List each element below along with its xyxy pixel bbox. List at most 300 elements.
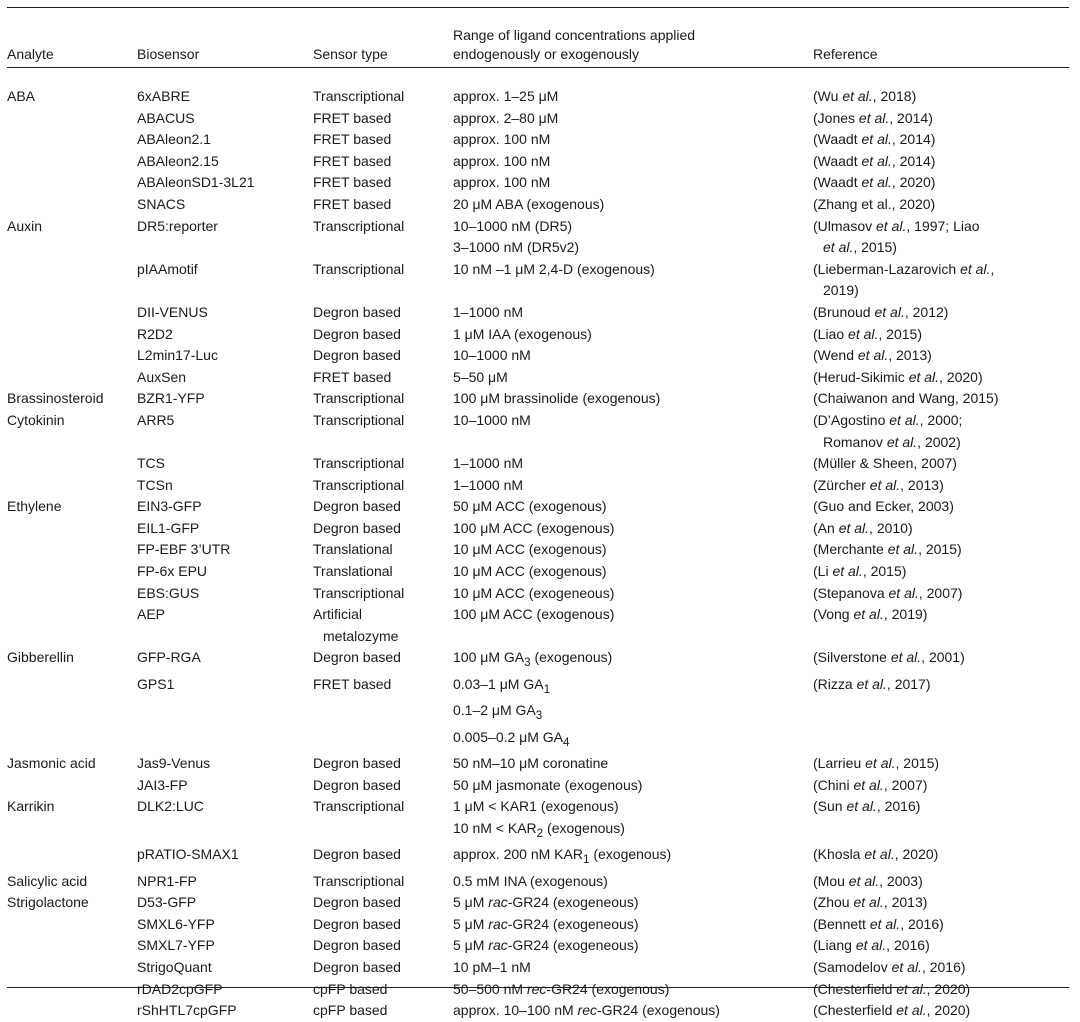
table-row xyxy=(7,935,1069,957)
table-row xyxy=(7,892,1069,914)
et-al: et al. xyxy=(838,519,870,536)
cell-sensor-type xyxy=(313,583,453,605)
sensor-type-line: Artificial xyxy=(313,606,363,623)
cell-analyte: Ethylene xyxy=(7,498,62,515)
cell-range xyxy=(453,388,813,410)
cell-reference xyxy=(813,561,1069,583)
reference-line: (Ulmasov et al., 1997; Liao xyxy=(813,217,980,234)
cell-sensor-type xyxy=(313,129,453,151)
sensor-type-line: FRET based xyxy=(313,109,392,126)
reference-line: (Sun et al., 2016) xyxy=(813,798,921,815)
cell-sensor-type xyxy=(313,496,453,518)
range-line: approx. 100 nM xyxy=(453,174,551,191)
sensor-type-line: Degron based xyxy=(313,347,401,364)
cell-range xyxy=(453,561,813,583)
reference-line: (Merchante et al., 2015) xyxy=(813,541,962,558)
cell-range xyxy=(453,979,813,1001)
cell-reference xyxy=(813,216,1069,259)
sensor-type-line: Transcriptional xyxy=(313,390,405,407)
table-row xyxy=(7,129,1069,151)
header-range-line1: Range of ligand concentrations applied xyxy=(453,27,696,43)
header-range xyxy=(453,0,813,72)
cell-reference xyxy=(813,604,1069,647)
cell-sensor-type xyxy=(313,86,453,108)
table-row xyxy=(7,914,1069,936)
et-al: et al. xyxy=(890,649,922,666)
cell-biosensor: 6xABRE xyxy=(137,88,190,104)
cell-sensor-type xyxy=(313,518,453,540)
cell-sensor-type xyxy=(313,453,453,475)
cell-range xyxy=(453,302,813,324)
subscript: 1 xyxy=(582,852,590,866)
cell-range xyxy=(453,775,813,797)
cell-sensor-type xyxy=(313,475,453,497)
cell-reference xyxy=(813,914,1069,936)
table-row xyxy=(7,302,1069,324)
reference-line: (Brunoud et al., 2012) xyxy=(813,303,949,320)
cell-analyte: Brassinosteroid xyxy=(7,390,104,407)
sensor-type-line: Transcriptional xyxy=(313,476,405,493)
cell-biosensor: BZR1-YFP xyxy=(137,390,205,407)
table-row xyxy=(7,172,1069,194)
et-al: et al. xyxy=(888,584,919,601)
sensor-type-line: Degron based xyxy=(313,937,401,954)
cell-sensor-type xyxy=(313,796,453,844)
et-al: et al. xyxy=(842,88,873,104)
cell-reference xyxy=(813,194,1069,216)
cell-reference xyxy=(813,86,1069,108)
range-line: 0.1–2 μM $GA_3$ xyxy=(453,702,543,723)
sensor-type-line: Transcriptional xyxy=(313,217,405,234)
table-header xyxy=(7,0,1069,86)
reference-line: (Khosla et al., 2020) xyxy=(813,846,939,863)
range-line: 50 μM ACC (exogenous) xyxy=(453,498,607,515)
range-line: approx. 100 nM xyxy=(453,131,551,148)
cell-reference xyxy=(813,345,1069,367)
cell-range xyxy=(453,324,813,346)
range-line: 5 μM rac-GR24 (exogeneous) xyxy=(453,894,639,911)
cell-range xyxy=(453,935,813,957)
range-line: 100 μM ACC (exogenous) xyxy=(453,519,615,536)
sensor-type-line: Degron based xyxy=(313,755,401,771)
sensor-type-line: Translational xyxy=(313,563,393,580)
cell-reference xyxy=(813,775,1069,797)
sensor-type-line: Degron based xyxy=(313,325,401,342)
range-line: 1–1000 nM xyxy=(453,303,524,320)
cell-range xyxy=(453,216,813,259)
cell-biosensor: SMXL6-YFP xyxy=(137,915,215,932)
cell-biosensor: ARR5 xyxy=(137,411,175,428)
cell-analyte xyxy=(7,129,137,151)
table-row xyxy=(7,453,1069,475)
reference-line: (D’Agostino et al., 2000; xyxy=(813,411,963,428)
table-body xyxy=(7,86,1069,1022)
table-row xyxy=(7,561,1069,583)
cell-reference xyxy=(813,583,1069,605)
cell-biosensor: pRATIO-SMAX1 xyxy=(137,846,239,863)
cell-sensor-type xyxy=(313,151,453,173)
sensor-type-line: Transcriptional xyxy=(313,872,405,889)
cell-biosensor: NPR1-FP xyxy=(137,872,197,889)
reference-line: (Zhang et al., 2020) xyxy=(813,195,936,212)
cell-range xyxy=(453,647,813,673)
table-row xyxy=(7,86,1069,108)
cell-reference xyxy=(813,647,1069,673)
table-row xyxy=(7,475,1069,497)
cell-sensor-type xyxy=(313,216,453,259)
cell-analyte xyxy=(7,259,137,302)
reference-line: (Chaiwanon and Wang, 2015) xyxy=(813,390,999,407)
cell-sensor-type xyxy=(313,775,453,797)
table-row xyxy=(7,604,1069,647)
cell-reference xyxy=(813,753,1069,775)
cell-biosensor: ABAleonSD1-3L21 xyxy=(137,174,255,191)
range-line: 10–1000 nM xyxy=(453,347,531,364)
sensor-type-line: Transcriptional xyxy=(313,455,405,472)
cell-biosensor: TCS xyxy=(137,455,165,472)
reference-line: (Müller & Sheen, 2007) xyxy=(813,455,957,472)
range-line: approx. 200 nM $KAR_1$ (exogenous) xyxy=(453,846,672,866)
cell-biosensor: ABAleon2.1 xyxy=(137,131,211,148)
cell-biosensor: EIL1-GFP xyxy=(137,519,200,536)
range-line: 10 μM ACC (exogenous) xyxy=(453,541,607,558)
sensor-type-line: Translational xyxy=(313,541,393,558)
cell-biosensor: AEP xyxy=(137,606,166,623)
cell-analyte: Jasmonic acid xyxy=(7,755,96,771)
cell-reference xyxy=(813,129,1069,151)
cell-range xyxy=(453,496,813,518)
cell-analyte xyxy=(7,957,137,979)
cell-biosensor: rShHTL7cpGFP xyxy=(137,1002,237,1019)
sensor-type-line: Degron based xyxy=(313,519,401,536)
et-al: et al. xyxy=(861,152,892,169)
cell-biosensor: StrigoQuant xyxy=(137,958,212,975)
cell-sensor-type xyxy=(313,410,453,453)
cell-sensor-type xyxy=(313,345,453,367)
cell-analyte xyxy=(7,518,137,540)
table-row xyxy=(7,216,1069,259)
cell-biosensor: rDAD2cpGFP xyxy=(137,980,223,997)
cell-biosensor: pIAAmotif xyxy=(137,260,198,277)
range-line: 0.03–1 μM $GA_1$ xyxy=(453,675,551,696)
cell-range xyxy=(453,674,813,753)
range-line: 0.5 mM INA (exogenous) xyxy=(453,872,608,889)
cell-biosensor: ABAleon2.15 xyxy=(137,152,219,169)
range-line: 5–50 μM xyxy=(453,368,508,385)
cell-reference xyxy=(813,367,1069,389)
sensor-type-line: Degron based xyxy=(313,894,401,911)
cell-reference xyxy=(813,844,1069,870)
sensor-type-line: FRET based xyxy=(313,174,392,191)
cell-biosensor: ABACUS xyxy=(137,109,195,126)
table-row xyxy=(7,388,1069,410)
et-al: et al. xyxy=(869,476,901,493)
subscript: 4 xyxy=(563,735,570,749)
range-line: 1–1000 nM xyxy=(453,455,524,472)
range-line: 1 μM < KAR1 (exogenous) xyxy=(453,798,619,815)
header-biosensor: Biosensor xyxy=(137,46,200,62)
reference-line: (Vong et al., 2019) xyxy=(813,606,928,623)
cell-reference xyxy=(813,871,1069,893)
cell-range xyxy=(453,871,813,893)
reference-line: (Mou et al., 2003) xyxy=(813,872,923,889)
cell-sensor-type xyxy=(313,259,453,302)
subscript: 3 xyxy=(524,656,531,670)
cell-range xyxy=(453,796,813,844)
reference-line: (Silverstone et al., 2001) xyxy=(813,649,965,666)
table-row xyxy=(7,844,1069,870)
table-row xyxy=(7,151,1069,173)
table-row xyxy=(7,345,1069,367)
subscript: 1 xyxy=(543,682,551,696)
subscript: 2 xyxy=(536,826,544,840)
cell-analyte xyxy=(7,561,137,583)
range-line: 10 pM–1 nM xyxy=(453,958,531,975)
cell-reference xyxy=(813,410,1069,453)
cell-analyte xyxy=(7,539,137,561)
cell-analyte xyxy=(7,1000,137,1022)
range-line: 3–1000 nM (DR5v2) xyxy=(453,239,580,256)
table-row xyxy=(7,796,1069,844)
cell-range xyxy=(453,453,813,475)
range-line: 50 μM jasmonate (exogenous) xyxy=(453,776,643,793)
cell-range xyxy=(453,129,813,151)
reference-line: (Samodelov et al., 2016) xyxy=(813,958,966,975)
cell-reference xyxy=(813,388,1069,410)
cell-reference xyxy=(813,957,1069,979)
cell-sensor-type xyxy=(313,1000,453,1022)
cell-analyte xyxy=(7,194,137,216)
range-line: approx. 1–25 μM xyxy=(453,88,559,104)
cell-analyte xyxy=(7,914,137,936)
cell-reference xyxy=(813,324,1069,346)
et-al: et al. xyxy=(855,937,887,954)
table-row xyxy=(7,410,1069,453)
et-al: et al. xyxy=(848,872,880,889)
cell-sensor-type xyxy=(313,561,453,583)
et-al: et al. xyxy=(886,433,918,450)
range-line: 10 nM –1 μM 2,4-D (exogenous) xyxy=(453,260,655,277)
range-line: 100 μM ACC (exogenous) xyxy=(453,606,615,623)
range-line: 10–1000 nM (DR5) xyxy=(453,217,573,234)
range-line: 100 μM $GA_3$ (exogenous) xyxy=(453,649,613,670)
cell-range xyxy=(453,86,813,108)
cell-biosensor: DII-VENUS xyxy=(137,303,208,320)
cell-analyte xyxy=(7,367,137,389)
cell-analyte xyxy=(7,844,137,870)
reference-line: (Zürcher et al., 2013) xyxy=(813,476,944,493)
cell-sensor-type xyxy=(313,892,453,914)
sensor-type-line: metalozyme xyxy=(323,627,399,644)
sensor-type-line: FRET based xyxy=(313,195,392,212)
cell-reference xyxy=(813,1000,1069,1022)
et-al: et al. xyxy=(861,131,892,148)
cell-sensor-type xyxy=(313,957,453,979)
reference-line: (Waadt et al., 2014) xyxy=(813,131,936,148)
et-al: et al. xyxy=(908,368,940,385)
cell-range xyxy=(453,172,813,194)
cell-biosensor: SNACS xyxy=(137,195,186,212)
subscript: 3 xyxy=(535,709,543,723)
cell-analyte: Cytokinin xyxy=(7,411,65,428)
cell-biosensor: EIN3-GFP xyxy=(137,498,202,515)
header-reference: Reference xyxy=(813,46,878,62)
cell-biosensor: GPS1 xyxy=(137,675,175,692)
cell-biosensor: JAI3-FP xyxy=(137,776,188,793)
header-analyte: Analyte xyxy=(7,46,54,62)
cell-analyte xyxy=(7,302,137,324)
et-al: et al. xyxy=(832,563,863,580)
cell-reference xyxy=(813,151,1069,173)
cell-range xyxy=(453,151,813,173)
cell-biosensor: DR5:reporter xyxy=(137,217,218,234)
range-line: 5 μM rac-GR24 (exogeneous) xyxy=(453,915,639,932)
cell-sensor-type xyxy=(313,674,453,753)
cell-reference xyxy=(813,453,1069,475)
range-line: 10 μM ACC (exogenous) xyxy=(453,563,607,580)
sensor-type-line: Transcriptional xyxy=(313,411,405,428)
cell-analyte xyxy=(7,151,137,173)
cell-range xyxy=(453,194,813,216)
cell-reference xyxy=(813,518,1069,540)
et-al: et al. xyxy=(846,798,877,815)
range-line: 10–1000 nM xyxy=(453,411,531,428)
italic-prefix: rac xyxy=(488,937,508,954)
sensor-type-line: FRET based xyxy=(313,152,392,169)
reference-line: (Waadt et al., 2020) xyxy=(813,174,936,191)
reference-line: (Herud-Sikimic et al., 2020) xyxy=(813,368,983,385)
reference-line: et al., 2015) xyxy=(823,239,897,256)
cell-range xyxy=(453,844,813,870)
cell-range xyxy=(453,345,813,367)
reference-line: (Wu et al., 2018) xyxy=(813,88,917,104)
et-al: et al. xyxy=(853,776,884,793)
cell-sensor-type xyxy=(313,935,453,957)
cell-sensor-type xyxy=(313,871,453,893)
reference-line: (Guo and Ecker, 2003) xyxy=(813,498,954,515)
table-row xyxy=(7,367,1069,389)
cell-range xyxy=(453,753,813,775)
cell-analyte xyxy=(7,604,137,647)
table-row xyxy=(7,957,1069,979)
cell-sensor-type xyxy=(313,647,453,673)
cell-biosensor: FP-6x EPU xyxy=(137,563,208,580)
range-line: 1 μM IAA (exogenous) xyxy=(453,325,592,342)
range-line: 50 nM–10 μM coronatine xyxy=(453,755,609,771)
biosensor-table xyxy=(7,0,1069,1022)
italic-prefix: rac xyxy=(488,894,508,911)
italic-prefix: rac xyxy=(488,915,508,932)
sensor-type-line: Degron based xyxy=(313,303,401,320)
cell-analyte xyxy=(7,775,137,797)
et-al: et al. xyxy=(858,109,890,126)
cell-range xyxy=(453,108,813,130)
table-row xyxy=(7,539,1069,561)
sensor-type-line: Transcriptional xyxy=(313,584,405,601)
cell-range xyxy=(453,518,813,540)
reference-line: (Liao et al., 2015) xyxy=(813,325,922,342)
reference-line: (Chesterfield et al., 2020) xyxy=(813,1002,971,1019)
et-al: et al. xyxy=(896,1002,927,1019)
sensor-type-line: Degron based xyxy=(313,846,401,863)
range-line: approx. 2–80 μM xyxy=(453,109,559,126)
cell-analyte xyxy=(7,453,137,475)
et-al: et al. xyxy=(874,303,905,320)
cell-analyte: Karrikin xyxy=(7,798,55,815)
cell-reference xyxy=(813,979,1069,1001)
sensor-type-line: FRET based xyxy=(313,131,392,148)
cell-analyte xyxy=(7,674,137,753)
cell-analyte xyxy=(7,979,137,1001)
cell-biosensor: Jas9-Venus xyxy=(137,755,211,771)
cell-analyte xyxy=(7,172,137,194)
cell-sensor-type xyxy=(313,914,453,936)
cell-range xyxy=(453,410,813,453)
table-row xyxy=(7,871,1069,893)
cell-reference xyxy=(813,496,1069,518)
cell-analyte: Strigolactone xyxy=(7,894,89,911)
cell-analyte: ABA xyxy=(7,88,36,104)
reference-line: (Stepanova et al., 2007) xyxy=(813,584,963,601)
table-row xyxy=(7,108,1069,130)
cell-analyte xyxy=(7,108,137,130)
cell-reference xyxy=(813,892,1069,914)
sensor-type-line: Degron based xyxy=(313,915,401,932)
italic-prefix: rec xyxy=(526,980,547,997)
cell-biosensor: DLK2:LUC xyxy=(137,798,204,815)
et-al: et al. xyxy=(960,260,991,277)
sensor-type-line: FRET based xyxy=(313,368,392,385)
cell-reference xyxy=(813,259,1069,302)
reference-line: (Chesterfield et al., 2020) xyxy=(813,980,971,997)
reference-line: (Bennett et al., 2016) xyxy=(813,915,944,932)
et-al: et al. xyxy=(853,606,884,623)
table-row xyxy=(7,259,1069,302)
cell-biosensor: AuxSen xyxy=(137,368,187,385)
cell-analyte: Salicylic acid xyxy=(7,872,88,889)
et-al: et al. xyxy=(865,755,896,771)
sensor-type-line: Transcriptional xyxy=(313,88,405,104)
cell-range xyxy=(453,475,813,497)
sensor-type-line: Degron based xyxy=(313,958,401,975)
cell-sensor-type xyxy=(313,324,453,346)
range-line: approx. 10–100 nM rec-GR24 (exogenous) xyxy=(453,1002,720,1019)
reference-line: (Zhou et al., 2013) xyxy=(813,894,928,911)
et-al: et al. xyxy=(891,958,922,975)
cell-biosensor: TCSn xyxy=(137,476,173,493)
table-row xyxy=(7,753,1069,775)
cell-sensor-type xyxy=(313,108,453,130)
cell-range xyxy=(453,604,813,647)
cell-analyte xyxy=(7,935,137,957)
et-al: et al. xyxy=(856,675,887,692)
sensor-type-line: Degron based xyxy=(313,776,401,793)
et-al: et al. xyxy=(889,411,920,428)
reference-line: (Larrieu et al., 2015) xyxy=(813,755,940,771)
reference-line: (Liang et al., 2016) xyxy=(813,937,930,954)
header-range-line2: endogenously or exogenously xyxy=(453,46,640,62)
range-line: approx. 100 nM xyxy=(453,152,551,169)
cell-range xyxy=(453,583,813,605)
cell-range xyxy=(453,1000,813,1022)
cell-analyte xyxy=(7,583,137,605)
reference-line: (Rizza et al., 2017) xyxy=(813,675,931,692)
reference-line: Romanov et al., 2002) xyxy=(823,433,961,450)
range-line: 10 μM ACC (exogeneous) xyxy=(453,584,615,601)
cell-sensor-type xyxy=(313,604,453,647)
cell-sensor-type xyxy=(313,172,453,194)
range-line: 50–500 nM rec-GR24 (exogenous) xyxy=(453,980,670,997)
